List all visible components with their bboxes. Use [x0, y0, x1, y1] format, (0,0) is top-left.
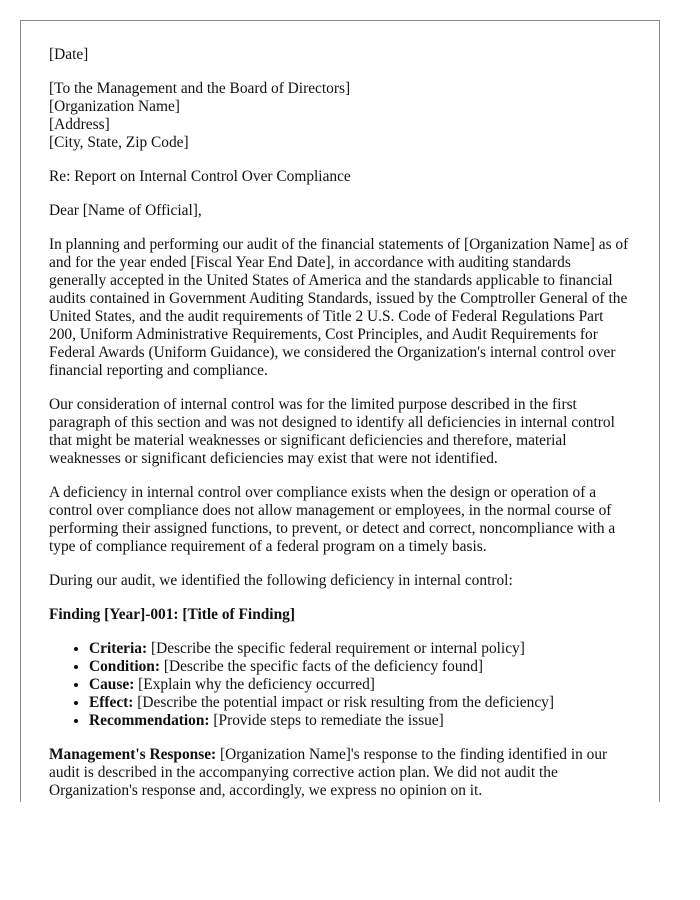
finding-item-label: Criteria:	[89, 640, 148, 657]
salutation: Dear [Name of Official],	[49, 202, 202, 219]
body-paragraph-2: Our consideration of internal control was for the limited purpose described in the first paragraph of this section and was not designed to identify all deficiencies in internal control that might be material weaknesses or significant deficiencies and therefore, material weaknesses or significant deficiencies may exist that were not identified.	[49, 396, 615, 467]
management-response-label: Management's Response:	[49, 746, 217, 763]
finding-item-label: Recommendation:	[89, 712, 210, 729]
subject-line: Re: Report on Internal Control Over Compliance	[49, 168, 351, 185]
finding-item-criteria	[89, 640, 631, 658]
finding-title: Finding [Year]-001: [Title of Finding]	[49, 606, 295, 623]
recipient-line-3: [Address]	[49, 116, 110, 133]
finding-item-cause	[89, 676, 631, 694]
finding-list	[49, 640, 631, 730]
body-paragraph-3: A deficiency in internal control over compliance exists when the design or operation of a control over compliance does not allow management or employees, in the normal course of performing their assigned functions, to prevent, or detect and correct, noncompliance with a type of compliance requirement of a federal program on a timely basis.	[49, 484, 616, 555]
finding-item-label: Effect:	[89, 694, 134, 711]
finding-item-text: [Provide steps to remediate the issue]	[209, 712, 444, 729]
letter-date: [Date]	[49, 46, 89, 63]
recipient-address	[49, 80, 631, 152]
finding-item-label: Cause:	[89, 676, 135, 693]
letter-document	[20, 20, 660, 802]
recipient-line-1: [To the Management and the Board of Directors]	[49, 80, 351, 97]
finding-item-condition	[89, 658, 631, 676]
body-paragraph-1: In planning and performing our audit of the financial statements of [Organization Name] as of and for the year ended [Fiscal Year End Date], in accordance with auditing standards generally accepted in the United States of America and the standards applicable to financial audits contained in Government Auditing Standards, issued by the Comptroller General of the United States, and the audit requirements of Title 2 U.S. Code of Federal Regulations Part 200, Uniform Administrative Requirements, Cost Principles, and Audit Requirements for Federal Awards (Uniform Guidance), we considered the Organization's internal control over financial reporting and compliance.	[49, 236, 629, 379]
finding-item-text: [Describe the specific federal requirement or internal policy]	[147, 640, 525, 657]
finding-item-recommendation	[89, 712, 631, 730]
management-response	[49, 746, 631, 800]
recipient-line-4: [City, State, Zip Code]	[49, 134, 189, 151]
finding-item-text: [Describe the potential impact or risk resulting from the deficiency]	[133, 694, 554, 711]
finding-item-label: Condition:	[89, 658, 160, 675]
finding-item-text: [Explain why the deficiency occurred]	[134, 676, 375, 693]
finding-item-effect	[89, 694, 631, 712]
management-response-text: [Organization Name]'s response to the finding identified in our audit is described in the accompanying corrective action plan. We did not audit the Organization's response and, accordingly, we express no opinion on it.	[49, 746, 608, 799]
recipient-line-2: [Organization Name]	[49, 98, 180, 115]
body-paragraph-4: During our audit, we identified the following deficiency in internal control:	[49, 572, 513, 589]
finding-item-text: [Describe the specific facts of the deficiency found]	[160, 658, 484, 675]
